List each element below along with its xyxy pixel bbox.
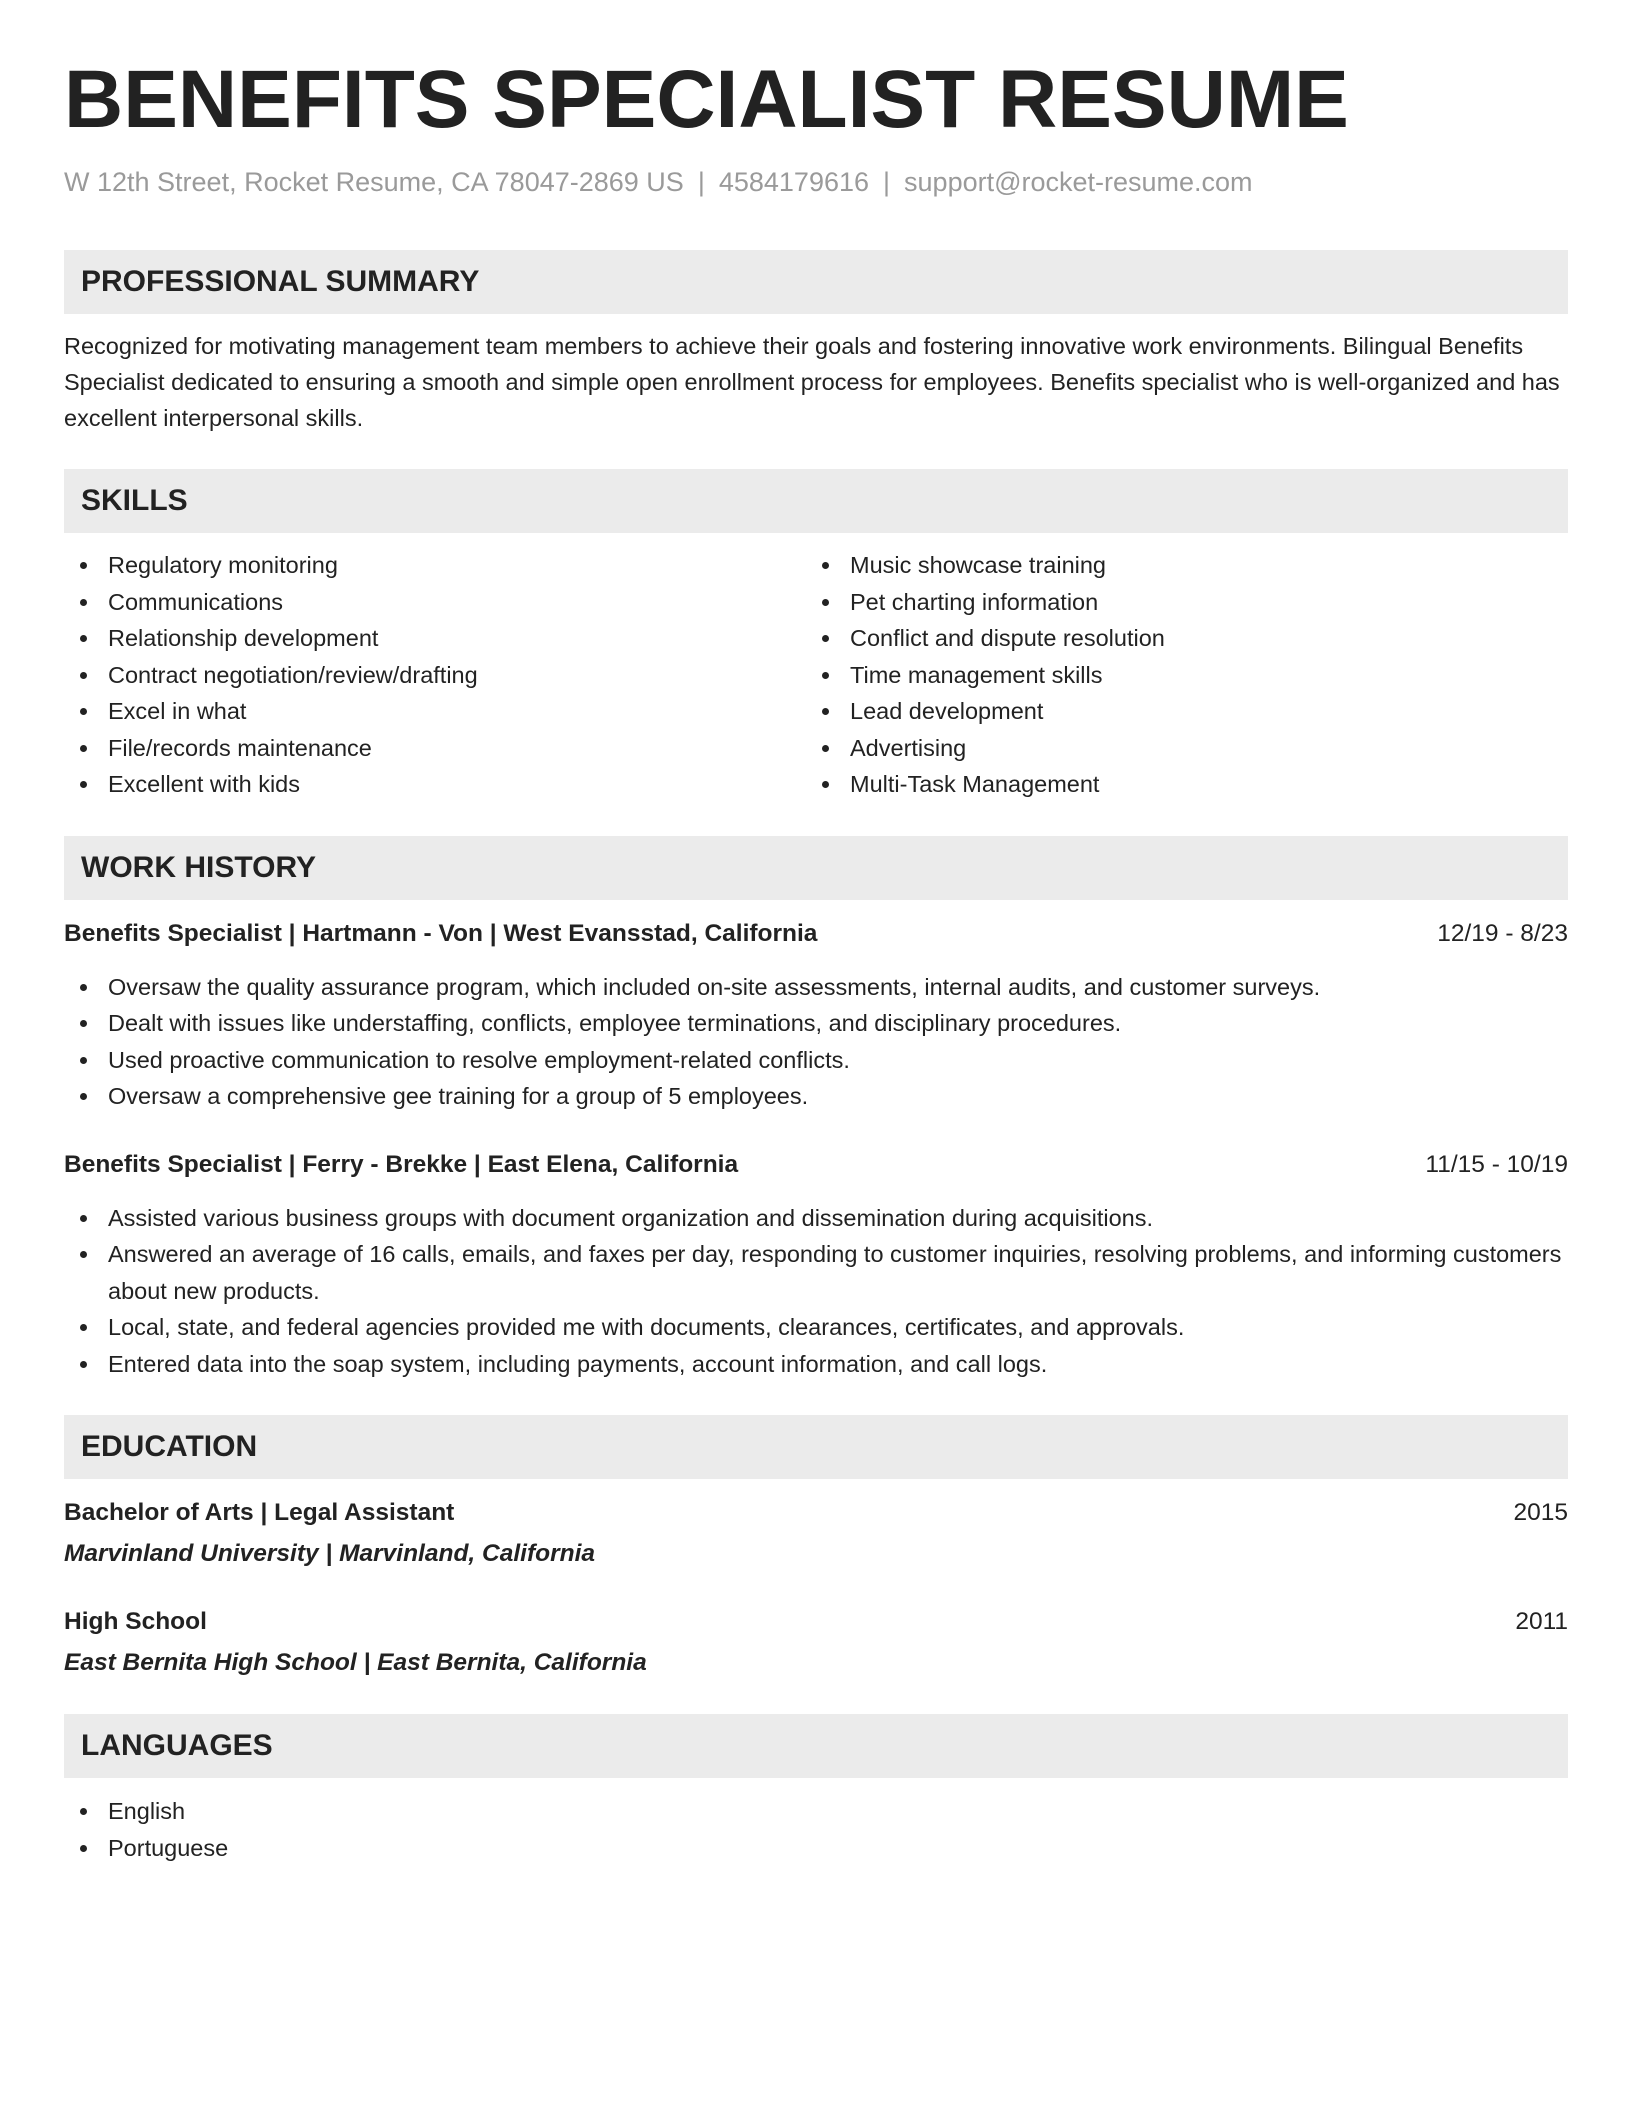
- education-degree: Bachelor of Arts | Legal Assistant: [64, 1499, 455, 1526]
- address-text: W 12th Street, Rocket Resume, CA 78047-2869 US: [64, 167, 684, 197]
- list-item: English: [64, 1793, 1568, 1830]
- job-bullets: [64, 969, 1568, 1115]
- list-item: Advertising: [806, 730, 1548, 767]
- list-item: Excellent with kids: [64, 766, 806, 803]
- list-item: Regulatory monitoring: [64, 547, 806, 584]
- list-item: Time management skills: [806, 657, 1548, 694]
- section-header-skills: SKILLS: [64, 469, 1568, 533]
- contact-separator: |: [883, 167, 891, 197]
- list-item: Contract negotiation/review/drafting: [64, 657, 806, 694]
- email-text: support@rocket-resume.com: [904, 167, 1253, 197]
- list-item: Music showcase training: [806, 547, 1548, 584]
- list-item: Communications: [64, 584, 806, 621]
- resume-title: BENEFITS SPECIALIST RESUME: [64, 54, 1349, 145]
- education-header: [64, 1495, 1568, 1531]
- education-school: East Bernita High School | East Bernita, California: [64, 1649, 647, 1676]
- list-item: Entered data into the soap system, including payments, account information, and call logs.: [64, 1346, 1568, 1383]
- job-header: [64, 1147, 1568, 1183]
- job-title: Benefits Specialist | Hartmann - Von | West Evansstad, California: [64, 919, 818, 947]
- job-header: [64, 916, 1568, 952]
- job-entry: [64, 1147, 1568, 1383]
- education-entry: [64, 1604, 1568, 1681]
- contact-line: [64, 164, 1568, 200]
- section-header-education: EDUCATION: [64, 1415, 1568, 1479]
- contact-separator: |: [697, 167, 705, 197]
- languages-list: [64, 1793, 1568, 1866]
- list-item: Relationship development: [64, 620, 806, 657]
- education-year: 2011: [1515, 1608, 1568, 1635]
- list-item: Oversaw the quality assurance program, which included on-site assessments, internal audits, and customer surveys.: [64, 969, 1568, 1006]
- list-item: Local, state, and federal agencies provided me with documents, clearances, certificates, and approvals.: [64, 1309, 1568, 1346]
- skills-column-right: [806, 547, 1548, 803]
- list-item: Conflict and dispute resolution: [806, 620, 1548, 657]
- summary-text: Recognized for motivating management team members to achieve their goals and fostering innovative work environments. Bilingual Benefits Specialist dedicated to ensuring a smooth and simple open enrollment process for employees. Benefits specialist who is well-organized and has excellent interpersonal skills.: [64, 333, 1560, 431]
- list-item: Oversaw a comprehensive gee training for a group of 5 employees.: [64, 1078, 1568, 1115]
- job-title: Benefits Specialist | Ferry - Brekke | East Elena, California: [64, 1150, 739, 1178]
- job-entry: [64, 916, 1568, 1115]
- education-entry: [64, 1495, 1568, 1572]
- list-item: File/records maintenance: [64, 730, 806, 767]
- job-dates: 11/15 - 10/19: [1425, 1150, 1568, 1178]
- list-item: Used proactive communication to resolve employment-related conflicts.: [64, 1042, 1568, 1079]
- phone-text: 4584179616: [718, 167, 870, 197]
- list-item: Answered an average of 16 calls, emails, and faxes per day, responding to customer inquiries, resolving problems, and informing customers about new products.: [64, 1236, 1568, 1309]
- section-header-work: WORK HISTORY: [64, 836, 1568, 900]
- education-year: 2015: [1513, 1499, 1568, 1526]
- education-school: Marvinland University | Marvinland, California: [64, 1540, 596, 1567]
- list-item: Lead development: [806, 693, 1548, 730]
- job-bullets: [64, 1200, 1568, 1383]
- job-dates: 12/19 - 8/23: [1437, 919, 1568, 947]
- skills-list: [64, 547, 1568, 803]
- education-header: [64, 1604, 1568, 1640]
- list-item: Portuguese: [64, 1830, 1568, 1867]
- list-item: Multi-Task Management: [806, 766, 1548, 803]
- list-item: Excel in what: [64, 693, 806, 730]
- list-item: Pet charting information: [806, 584, 1548, 621]
- list-item: Assisted various business groups with document organization and dissemination during acquisitions.: [64, 1200, 1568, 1237]
- skills-column-left: [64, 547, 806, 803]
- section-header-languages: LANGUAGES: [64, 1714, 1568, 1778]
- list-item: Dealt with issues like understaffing, conflicts, employee terminations, and disciplinary procedures.: [64, 1005, 1568, 1042]
- section-header-summary: PROFESSIONAL SUMMARY: [64, 250, 1568, 314]
- education-degree: High School: [64, 1608, 207, 1635]
